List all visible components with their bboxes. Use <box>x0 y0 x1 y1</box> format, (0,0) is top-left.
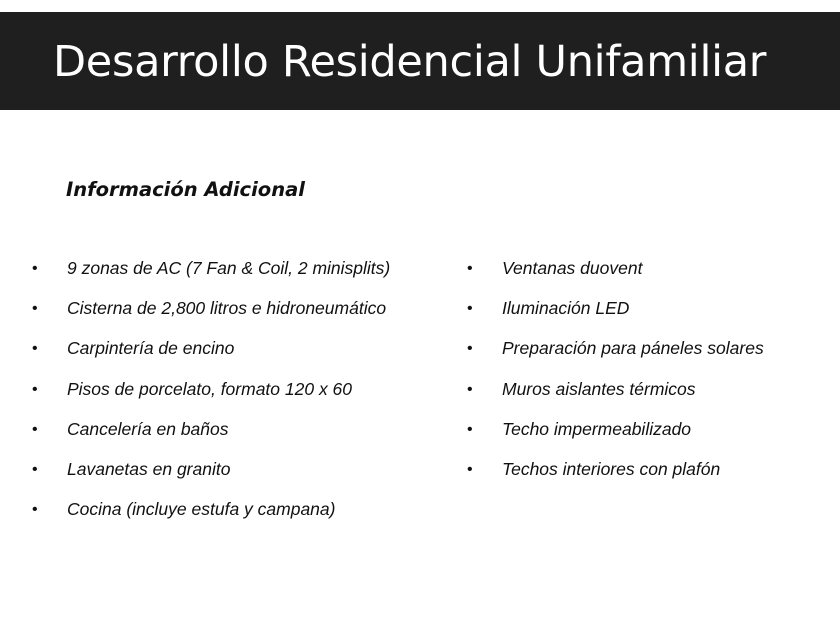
bullet-icon: • <box>32 300 38 318</box>
bullet-icon: • <box>467 420 473 438</box>
list-item-text: Ventanas duovent <box>502 258 643 278</box>
list-item-text: Cancelería en baños <box>67 418 229 439</box>
list-item-text: Preparación para páneles solares <box>502 338 764 359</box>
list-item-text: Cisterna de 2,800 litros e hidroneumático <box>67 298 387 319</box>
bullet-icon: • <box>32 420 38 438</box>
bullet-icon: • <box>467 380 473 398</box>
bullet-icon: • <box>467 260 473 277</box>
list-item-text: Muros aislantes térmicos <box>502 378 696 399</box>
list-item-text: Cocina (incluye estufa y campana) <box>67 499 336 520</box>
list-item-text: Iluminación LED <box>502 298 630 319</box>
list-item-text: Pisos de porcelato, formato 120 x 60 <box>67 378 353 399</box>
list-item-text: Carpintería de encino <box>67 338 235 359</box>
list-item-text: Lavanetas en granito <box>67 458 231 479</box>
list-item-text: Techos interiores con plafón <box>502 458 721 479</box>
bullet-icon: • <box>467 300 473 318</box>
bullet-icon: • <box>32 501 38 519</box>
bullet-icon: • <box>32 460 38 478</box>
list-item-text: 9 zonas de AC (7 Fan & Coil, 2 minisplits) <box>67 258 391 278</box>
bullet-icon: • <box>32 260 38 277</box>
section-subtitle: Información Adicional <box>66 178 305 201</box>
bullet-icon: • <box>467 460 473 478</box>
list-item-text: Techo impermeabilizado <box>502 418 692 439</box>
page-title: Desarrollo Residencial Unifamiliar <box>53 37 767 87</box>
bullet-icon: • <box>32 380 38 398</box>
bullet-icon: • <box>467 340 473 358</box>
bullet-icon: • <box>32 340 38 358</box>
